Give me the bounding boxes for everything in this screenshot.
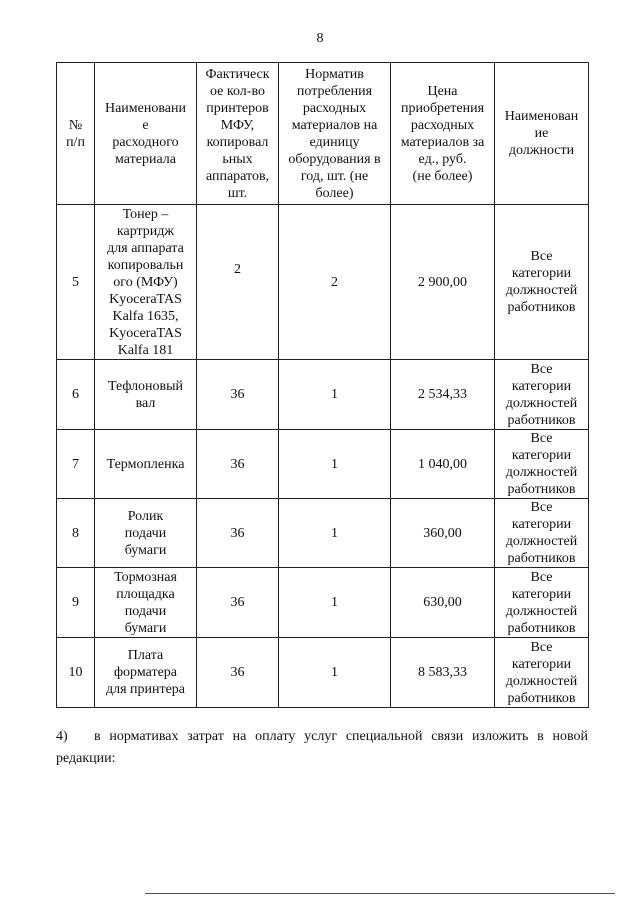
page-number: 8: [316, 31, 324, 46]
cell-price: 1 040,00: [391, 430, 495, 499]
cell-consumption-norm: 2: [279, 205, 391, 360]
table-row: [57, 360, 589, 430]
cell-consumption-norm: 1: [279, 638, 391, 708]
cell-actual-quantity: 36: [197, 430, 279, 499]
instruction-number: 4): [56, 729, 68, 744]
table-row: [57, 568, 589, 638]
cell-price: 630,00: [391, 568, 495, 638]
cell-actual-quantity: 36: [197, 499, 279, 568]
cell-consumption-norm: 1: [279, 430, 391, 499]
cell-material-name: Тефлоновый вал: [95, 360, 197, 430]
cell-price: 2 534,33: [391, 360, 495, 430]
cell-position: Все категории должностей работников: [495, 430, 589, 499]
cell-position: Все категории должностей работников: [495, 638, 589, 708]
cell-number: 10: [57, 638, 95, 708]
cell-material-name: Термопленка: [95, 430, 197, 499]
instruction-paragraph: [56, 726, 588, 770]
cell-material-name: Тормозная площадка подачи бумаги: [95, 568, 197, 638]
cell-consumption-norm: 1: [279, 499, 391, 568]
cell-consumption-norm: 1: [279, 568, 391, 638]
cell-position: Все категории должностей работников: [495, 499, 589, 568]
header-position: Наименован ие должности: [495, 63, 589, 205]
cell-actual-quantity: 36: [197, 568, 279, 638]
header-material-name: Наименовани е расходного материала: [95, 63, 197, 205]
header-actual-quantity: Фактическ ое кол-во принтеров МФУ, копировал ьных аппаратов, шт.: [197, 63, 279, 205]
footer-divider: [145, 893, 615, 894]
table-row: [57, 430, 589, 499]
cell-actual-quantity: 2: [197, 205, 279, 360]
cell-material-name: Плата форматера для принтера: [95, 638, 197, 708]
cell-position: Все категории должностей работников: [495, 568, 589, 638]
header-number: № п/п: [57, 63, 95, 205]
cell-position: Все категории должностей работников: [495, 205, 589, 360]
cell-number: 9: [57, 568, 95, 638]
header-price: Цена приобретения расходных материалов за ед., руб. (не более): [391, 63, 495, 205]
cell-actual-quantity: 36: [197, 638, 279, 708]
table-row: [57, 499, 589, 568]
table-header-row: [57, 63, 589, 205]
cell-number: 7: [57, 430, 95, 499]
cell-material-name: Тонер – картридж для аппарата копировальн ого (МФУ) KyoceraTAS Kalfa 1635, KyoceraTAS Kalfa 181: [95, 205, 197, 360]
cell-number: 5: [57, 205, 95, 360]
cell-position: Все категории должностей работников: [495, 360, 589, 430]
header-consumption-norm: Норматив потребления расходных материалов на единицу оборудования в год, шт. (не более): [279, 63, 391, 205]
cell-price: 8 583,33: [391, 638, 495, 708]
cell-price: 360,00: [391, 499, 495, 568]
cell-number: 6: [57, 360, 95, 430]
cell-actual-quantity: 36: [197, 360, 279, 430]
consumables-norms-table: [56, 62, 589, 708]
cell-number: 8: [57, 499, 95, 568]
table-row: [57, 205, 589, 360]
cell-material-name: Ролик подачи бумаги: [95, 499, 197, 568]
cell-price: 2 900,00: [391, 205, 495, 360]
cell-consumption-norm: 1: [279, 360, 391, 430]
instruction-text: в нормативах затрат на оплату услуг специальной связи изложить в новой редакции:: [56, 729, 588, 766]
table-row: [57, 638, 589, 708]
